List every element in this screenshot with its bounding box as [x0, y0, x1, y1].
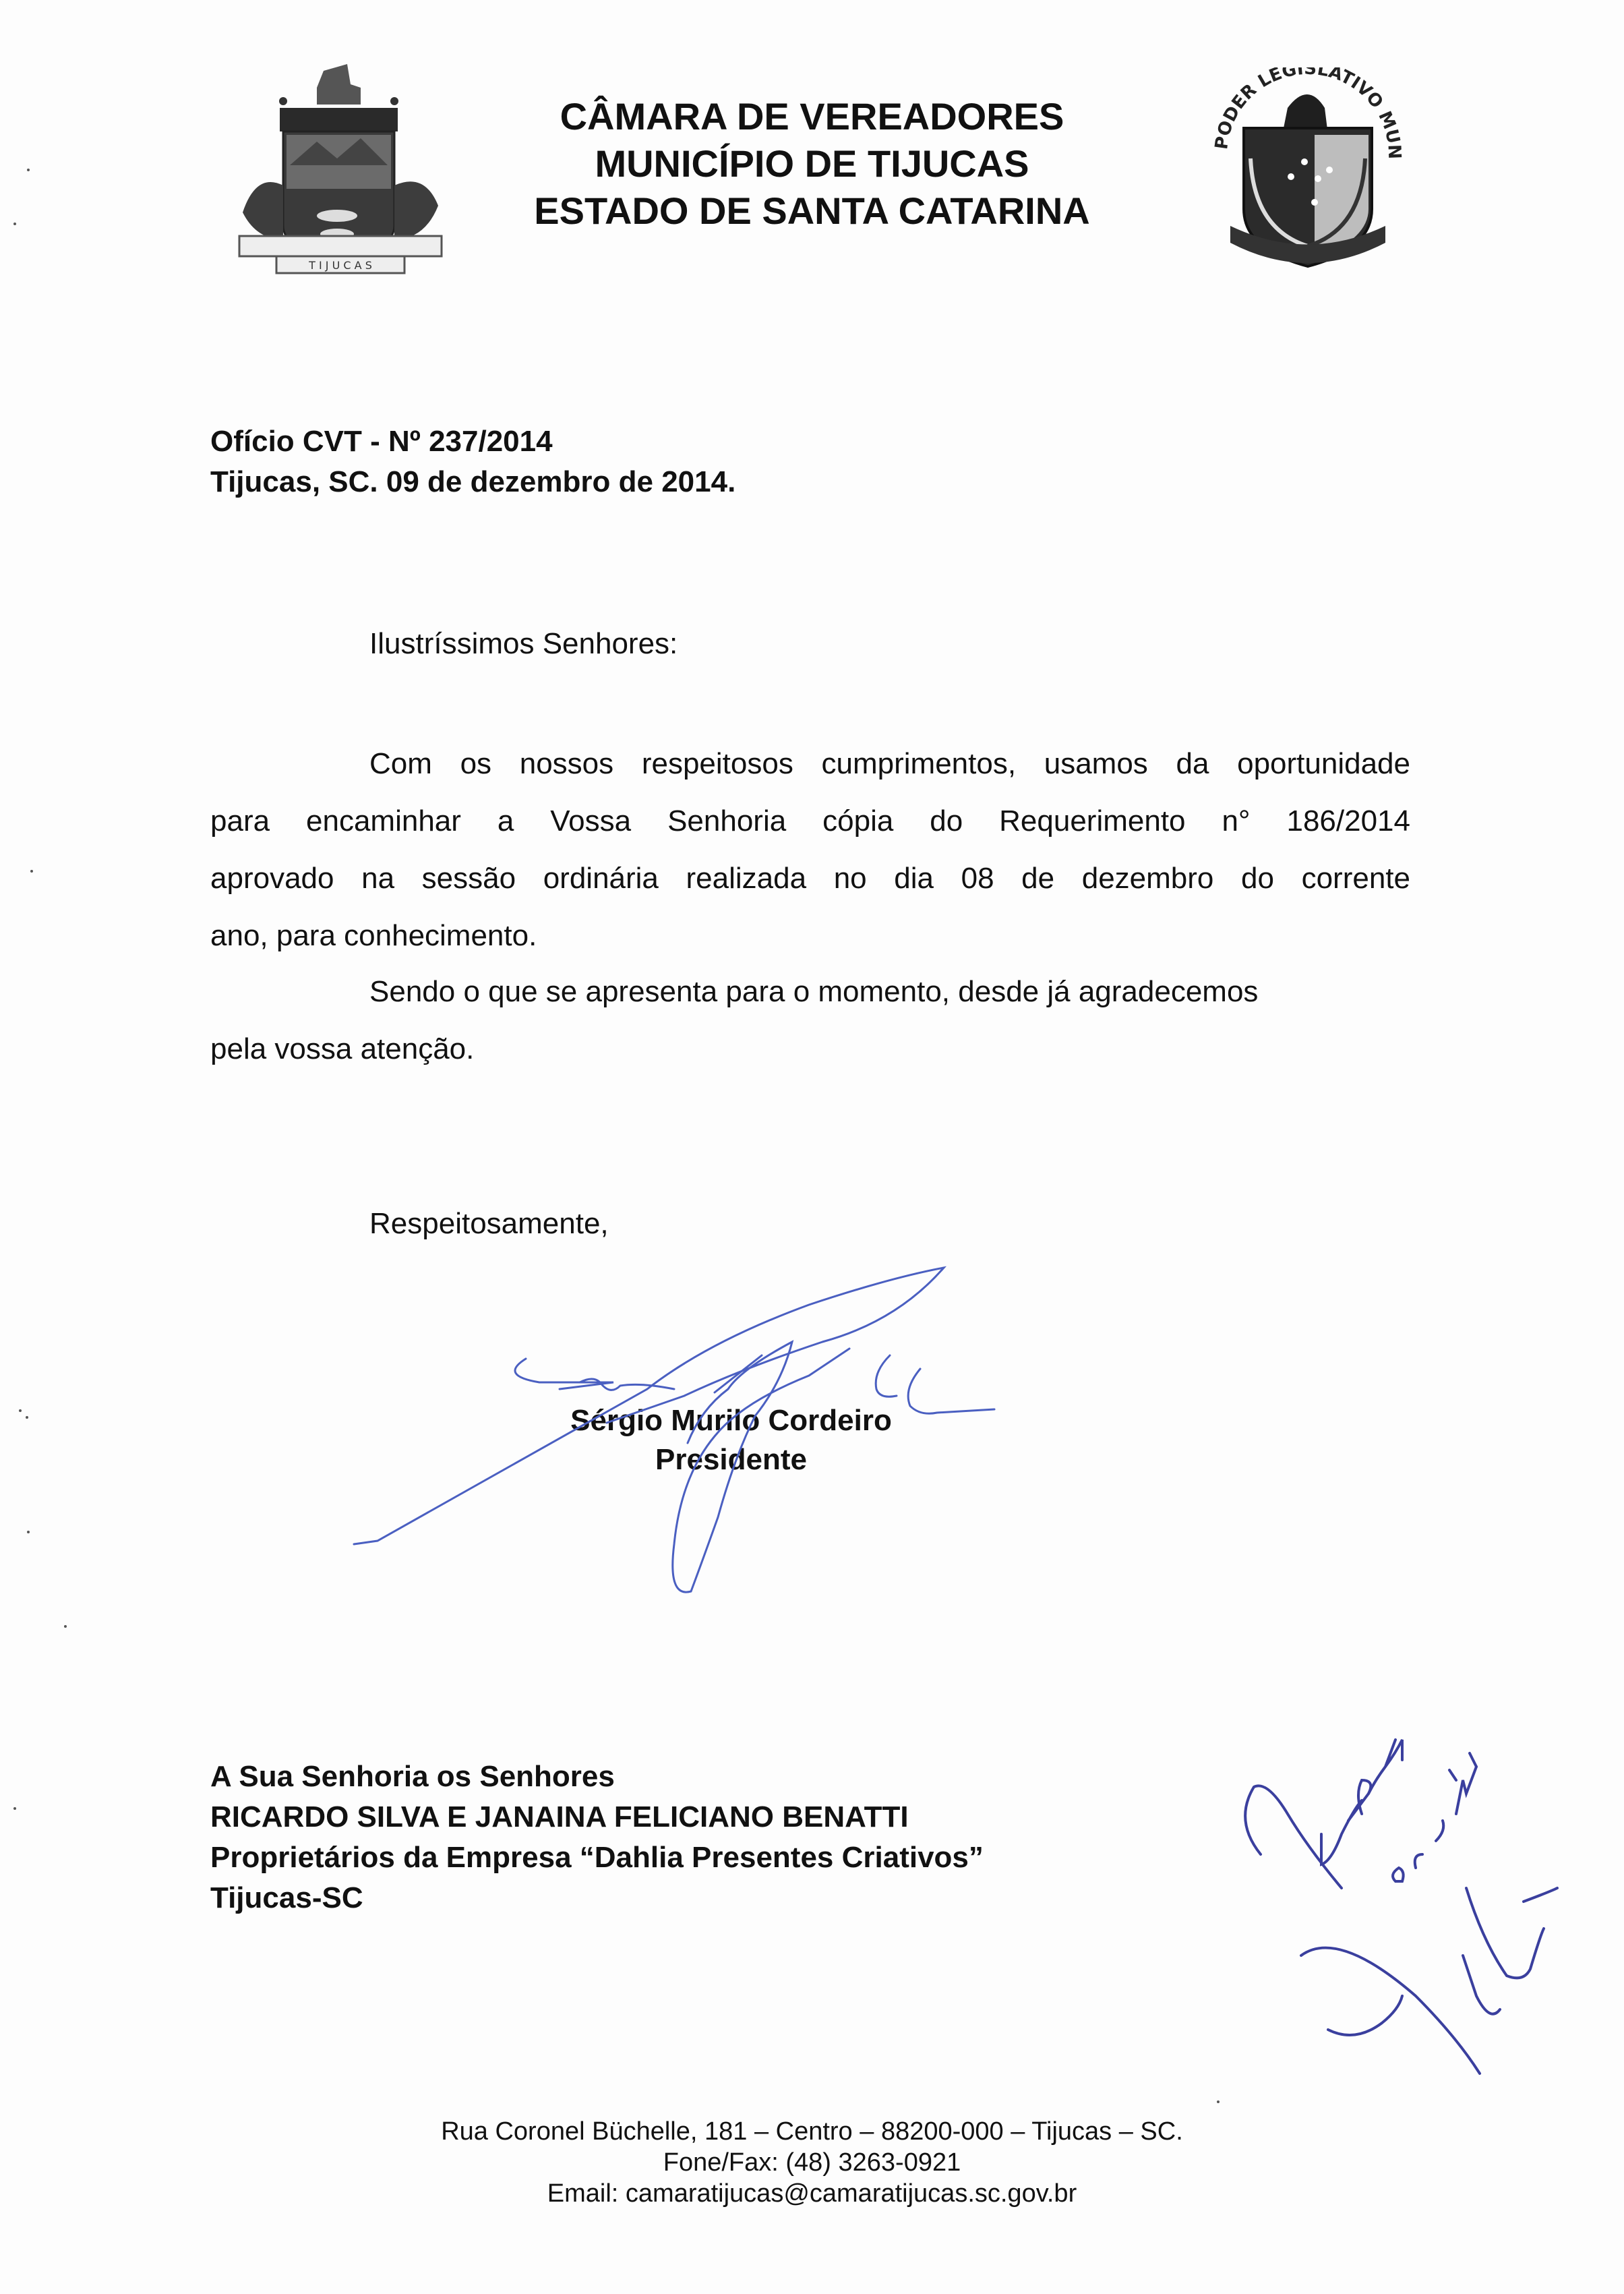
closing: Respeitosamente, — [369, 1207, 609, 1240]
paragraph-2-line-2: pela vossa atenção. — [210, 1032, 475, 1065]
recipient-line-4: Tijucas-SC — [210, 1881, 363, 1914]
receipt-annotation — [1245, 1740, 1557, 2074]
scan-speck — [26, 1416, 28, 1419]
body-paragraph-2 — [210, 963, 1410, 1078]
svg-text:T I J U C A S: T I J U C A S — [309, 259, 372, 272]
scan-speck — [13, 223, 16, 225]
header-line-2: MUNICÍPIO DE TIJUCAS — [595, 142, 1029, 185]
paragraph-1-line-1: Com os nossos respeitosos cumprimentos, usamos da oportunidade — [369, 747, 1410, 780]
footer-email: Email: camaratijucas@camaratijucas.sc.gov.br — [547, 2179, 1077, 2208]
scan-speck — [64, 1625, 67, 1628]
footer-address: Rua Coronel Büchelle, 181 – Centro – 88200-000 – Tijucas – SC. — [441, 2117, 1183, 2146]
paragraph-2-line-1: Sendo o que se apresenta para o momento, desde já agradecemos — [369, 975, 1259, 1008]
paragraph-1-line-2: para encaminhar a Vossa Senhoria cópia do Requerimento n° 186/2014 — [210, 804, 1410, 837]
recipient-line-1: A Sua Senhoria os Senhores — [210, 1760, 615, 1793]
salutation: Ilustríssimos Senhores: — [369, 627, 678, 660]
document-reference — [210, 421, 735, 502]
body-paragraph-1 — [210, 735, 1410, 964]
recipient-line-2: RICARDO SILVA E JANAINA FELICIANO BENATTI — [210, 1800, 909, 1833]
signer-name: Sérgio Murilo Cordeiro — [570, 1404, 892, 1437]
footer-phone: Fone/Fax: (48) 3263-0921 — [663, 2148, 961, 2177]
scan-speck — [1217, 2100, 1220, 2103]
signer-title: Presidente — [655, 1443, 807, 1476]
scan-speck — [13, 1807, 16, 1810]
footer-contact — [0, 2116, 1624, 2209]
recipient-line-3: Proprietários da Empresa “Dahlia Presentes Criativos” — [210, 1841, 984, 1874]
legislative-seal-emblem — [1207, 67, 1409, 283]
place-date: Tijucas, SC. 09 de dezembro de 2014. — [210, 465, 736, 498]
scan-speck — [19, 1409, 22, 1412]
recipient-block — [210, 1757, 984, 1918]
signature-block — [0, 1401, 1624, 1479]
office-number: Ofício CVT - Nº 237/2014 — [210, 425, 553, 458]
svg-text:PODER LEGISLATIVO MUNICIPAL: PODER LEGISLATIVO MUN — [1211, 67, 1405, 160]
paragraph-1-line-4: ano, para conhecimento. — [210, 919, 537, 952]
header-line-1: CÂMARA DE VEREADORES — [560, 95, 1064, 138]
header-line-3: ESTADO DE SANTA CATARINA — [534, 189, 1090, 232]
scan-speck — [27, 1531, 30, 1533]
legislative-seal-icon — [1207, 67, 1409, 283]
paragraph-1-line-3: aprovado na sessão ordinária realizada no dia 08 de dezembro do corrente — [210, 862, 1410, 895]
scan-speck — [30, 870, 33, 873]
scan-speck — [27, 169, 30, 171]
